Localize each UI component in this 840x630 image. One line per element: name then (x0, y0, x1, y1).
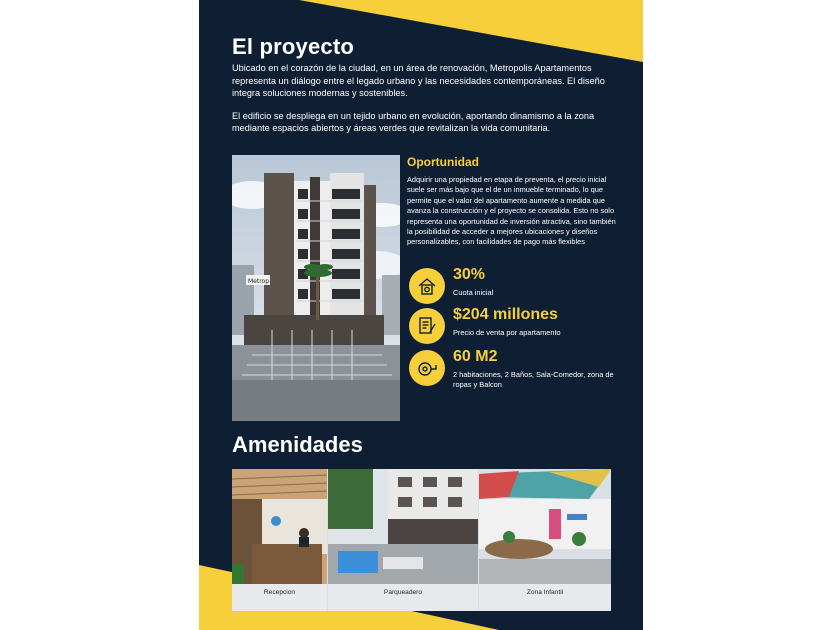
amenity-playground (479, 469, 611, 611)
parking-photo (328, 469, 478, 584)
building-rendering (232, 155, 400, 421)
opportunity-title: Oportunidad (407, 155, 479, 169)
amenities-title: Amenidades (232, 432, 363, 457)
intro-paragraph-1: Ubicado en el corazón de la ciudad, en un área de renovación, Metropolis Apartamentos representa un diálogo entre el legado urbano y las necesidades contemporáneas. El diseño integra soluciones modernas y sostenibles. (232, 63, 605, 99)
stat-value: $204 millones (453, 306, 558, 323)
brochure-page (199, 0, 643, 630)
document-pen-icon (409, 308, 445, 344)
project-title: El proyecto (232, 34, 355, 59)
opportunity-text: Adquirir una propiedad en etapa de preventa, el precio inicial suele ser más bajo que el de un inmueble terminado, lo que permite que el valor del apartamento aumente a medida que avanza la construcción y el proyecto se consolida. Esto no solo representa una oportunidad de inversión atractiva, sino también la posibilidad de acceder a mejores ubicaciones y diseños personalizables, con facilidades de pago más flexibles (407, 175, 616, 247)
stat-value: 60 M2 (453, 348, 498, 365)
amenity-parking (328, 469, 478, 611)
house-coin-icon (409, 268, 445, 304)
stat-label: 2 habitaciones, 2 Baños, Sala-Comedor, zona de ropas y Balcon (453, 370, 614, 390)
amenity-label: Recepcion (263, 589, 296, 596)
stat-area (409, 350, 619, 388)
reception-photo (232, 469, 327, 584)
tape-measure-icon (409, 350, 445, 386)
amenity-label: Zona Infantil (526, 589, 564, 596)
building-sign: Metrop (248, 278, 270, 285)
stat-value: 30% (453, 266, 486, 283)
amenity-label: Parqueadero (383, 589, 423, 596)
stat-label: Precio de venta por apartamento (453, 328, 561, 337)
stat-price (409, 308, 619, 346)
project-description (232, 62, 618, 145)
stat-down-payment (409, 268, 619, 306)
playground-photo (479, 469, 611, 584)
intro-paragraph-2: El edificio se despliega en un tejido urbano en evolución, aportando dinamismo a la zona mediante espacios abiertos y áreas verdes que revitalizan la vida comunitaria. (232, 110, 595, 134)
amenities-gallery (232, 469, 611, 611)
amenity-reception (232, 469, 327, 611)
stat-label: Cuota inicial (453, 288, 494, 297)
